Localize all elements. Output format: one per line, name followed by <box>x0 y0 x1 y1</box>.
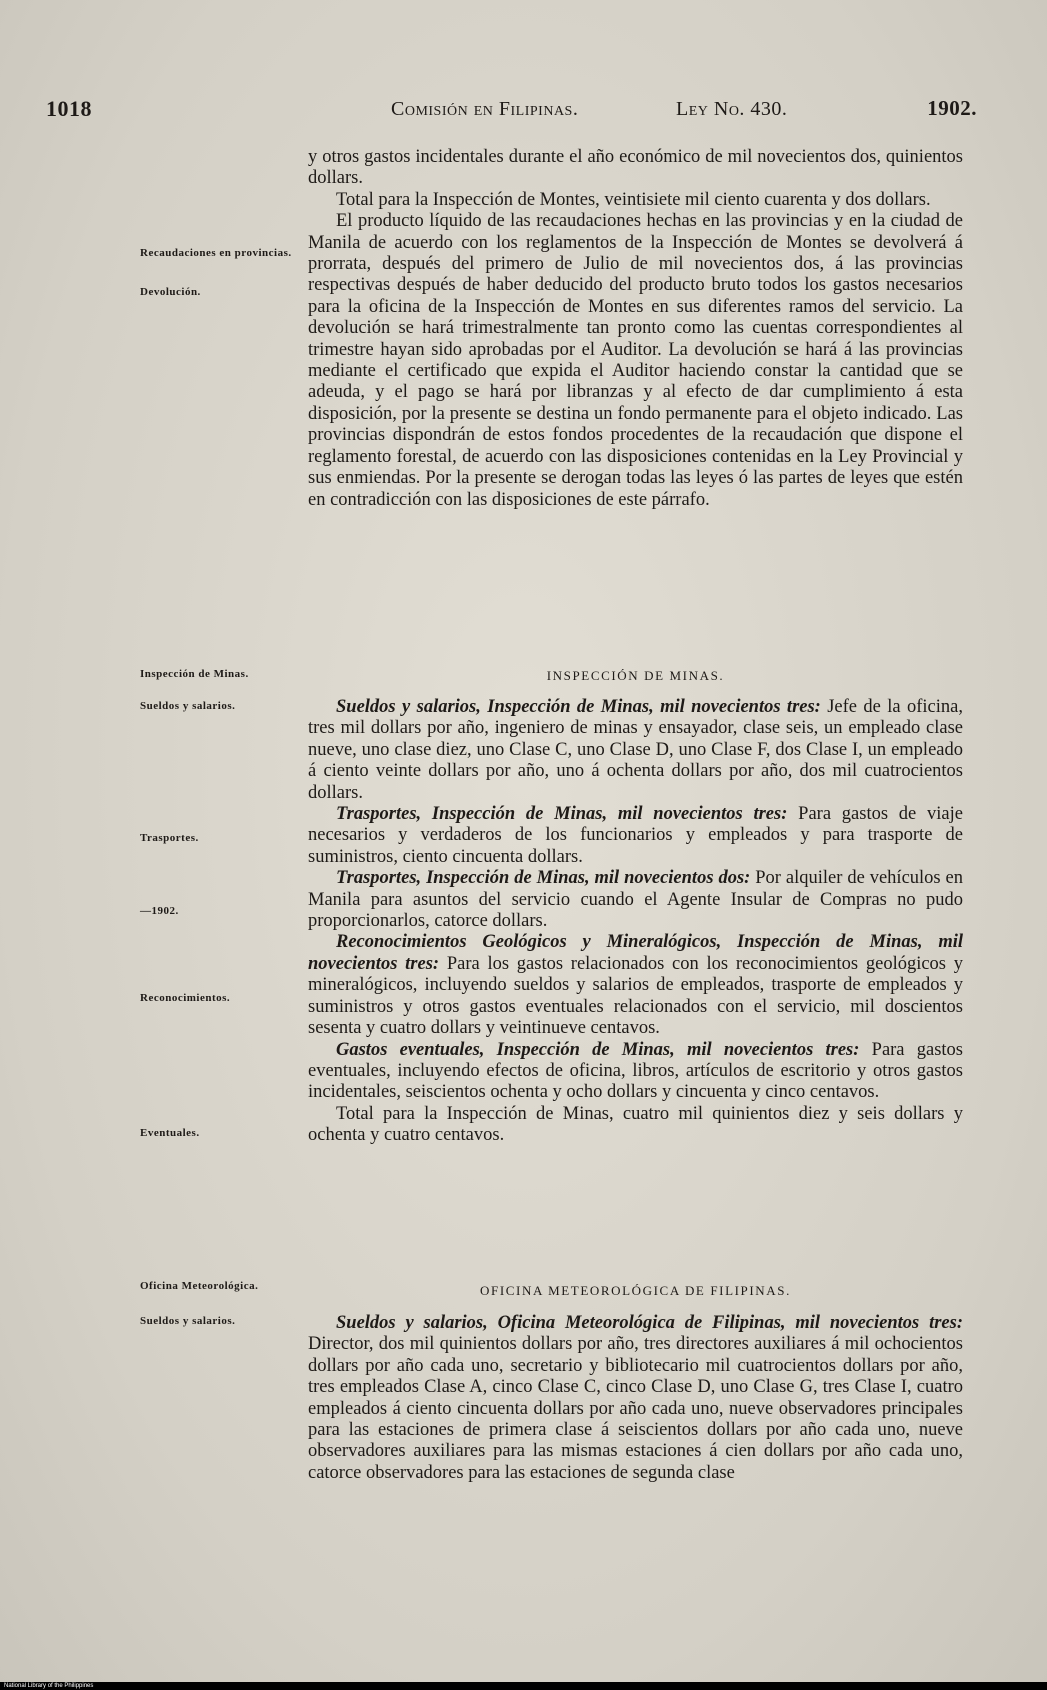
item-text: Jefe de la oficina, tres mil dollars por año, ingeniero de minas y ensayador, clase seis, un empleado clase nueve, uno clase diez, uno Clase C, uno Clase D, uno Clase F, dos Clase I, un empleado á ciento veinte dollars por año, uno á ochenta dollars por año, dos mil cuatrocientos dollars. <box>308 697 963 803</box>
item-title: Sueldos y salarios, Inspección de Minas, mil novecientos tres: <box>336 697 821 717</box>
margin-note-reconocimientos: Reconocimientos. <box>140 992 231 1004</box>
scan-footer: National Library of the Philippines <box>0 1682 1047 1690</box>
item-text: Para los gastos relacionados con los reconocimientos geológicos y mineralógicos, incluyendo sueldos y salarios de empleados, trasporte de empleados y suministros y otros gastos eventuales relacionados con el servicio, mil doscientos sesenta y cuatro dollars y veintinueve centavos. <box>308 953 964 1039</box>
paragraph: El producto líquido de las recaudaciones hechas en las provincias y en la ciudad de Manila de acuerdo con los reglamentos de la Inspección de Montes se devolverá á prorrata, después del primero de Julio de mil novecientos dos, á las provincias respectivas después de haber deducido del producto bruto todos los gastos necesarios para la oficina de la Inspección de Montes en sus diferentes ramos del servicio. La devolución se hará trimestralmente tan pronto como las cuentas correspondientes al trimestre hayan sido aprobadas por el Auditor. La devolución se hará á las provincias mediante el certificado que expida el Auditor haciendo constar la cantidad que se adeuda, y el pago se hará por libranzas y al efecto de dar cumplimiento á esta disposición, por la presente se destina un fondo permanente para el objeto indicado. Las provincias dispondrán de estos fondos procedentes de la recaudación que dispone el reglamento forestal, de acuerdo con las disposiciones contenidas en la Ley Provincial y sus enmiendas. Por la presente se derogan todas las leyes ó las partes de leyes que estén en contradicción con las disposiciones de este párrafo. <box>308 211 963 510</box>
item-text: Por alquiler de vehículos en Manila para asuntos del servicio cuando el Agente Insular de Compras no pudo proporcionarlos, catorce dollars. <box>308 868 964 932</box>
margin-note-recaudaciones: Recaudaciones en provincias. <box>140 247 292 259</box>
paragraph <box>308 1040 963 1104</box>
item-title: Trasportes, Inspección de Minas, mil novecientos dos: <box>336 868 751 889</box>
item-text: Para gastos de viaje necesarios y verdaderos de los funcionarios y empleados y para trasporte de suministros, ciento cincuenta dollars. <box>308 804 963 867</box>
year: 1902. <box>927 96 977 120</box>
paragraph: Total para la Inspección de Montes, veintisiete mil ciento cuarenta y dos dollars. <box>336 189 931 210</box>
margin-note-sueldos-2: Sueldos y salarios. <box>140 1315 236 1327</box>
paragraph: y otros gastos incidentales durante el año económico de mil novecientos dos, quinientos dollars. <box>308 147 963 189</box>
paragraph <box>308 868 963 932</box>
page-number: 1018 <box>46 96 92 121</box>
margin-note-eventuales: Eventuales. <box>140 1127 200 1139</box>
paragraph: Total para la Inspección de Minas, cuatro mil quinientos diez y seis dollars y ochenta y cuatro centavos. <box>308 1103 963 1146</box>
section-heading-minas: INSPECCIÓN DE MINAS. <box>546 668 725 683</box>
law-reference: Ley No. 430. <box>676 98 788 120</box>
margin-note-inspeccion-minas: Inspección de Minas. <box>140 668 249 680</box>
section-heading-meteorologica: OFICINA METEOROLÓGICA DE FILIPINAS. <box>480 1283 791 1298</box>
text-block-minas <box>308 697 963 1147</box>
running-head: Comisión en Filipinas. <box>391 98 579 120</box>
page-header <box>46 96 977 126</box>
item-title: Trasportes, Inspección de Minas, mil novecientos tres: <box>336 804 788 825</box>
margin-note-sueldos: Sueldos y salarios. <box>140 700 236 712</box>
margin-note-trasportes: Trasportes. <box>140 832 199 844</box>
paragraph <box>308 1313 963 1484</box>
item-text: Director, dos mil quinientos dollars por año, tres directores auxiliares á mil ochocientos dollars por año cada uno, secretario y bibliotecario mil cuatrocientos dollars por año, tres empleados Clase A, cinco Clase C, cinco Clase D, uno Clase G, tres Clase I, cuatro empleados á ciento cincuenta dollars por año cada uno, nueve observadores principales para las estaciones de primera clase á seiscientos dollars por año cada uno, nueve observadores auxiliares para las mismas estaciones á cien dollars por año cada uno, catorce observadores para las estaciones de segunda clase <box>308 1334 963 1483</box>
paragraph <box>308 697 963 804</box>
text-block-montes <box>308 147 963 511</box>
margin-note-1902: —1902. <box>140 905 179 917</box>
item-title: Gastos eventuales, Inspección de Minas, mil novecientos tres: <box>336 1039 860 1060</box>
margin-note-devolucion: Devolución. <box>140 286 201 298</box>
margin-note-oficina-meteorologica: Oficina Meteorológica. <box>140 1280 259 1292</box>
item-title: Sueldos y salarios, Oficina Meteorológica de Filipinas, mil novecientos tres: <box>336 1313 963 1333</box>
paragraph <box>308 932 963 1039</box>
paragraph <box>308 804 963 868</box>
item-text: Para gastos eventuales, incluyendo efectos de oficina, libros, artículos de escritorio y otros gastos incidentales, seiscientos ochenta y ocho dollars y cincuenta y cinco centavos. <box>308 1039 963 1103</box>
item-title: Reconocimientos Geológicos y Mineralógicos, Inspección de Minas, mil novecientos tres: <box>308 932 963 974</box>
text-block-meteorologica <box>308 1313 963 1484</box>
